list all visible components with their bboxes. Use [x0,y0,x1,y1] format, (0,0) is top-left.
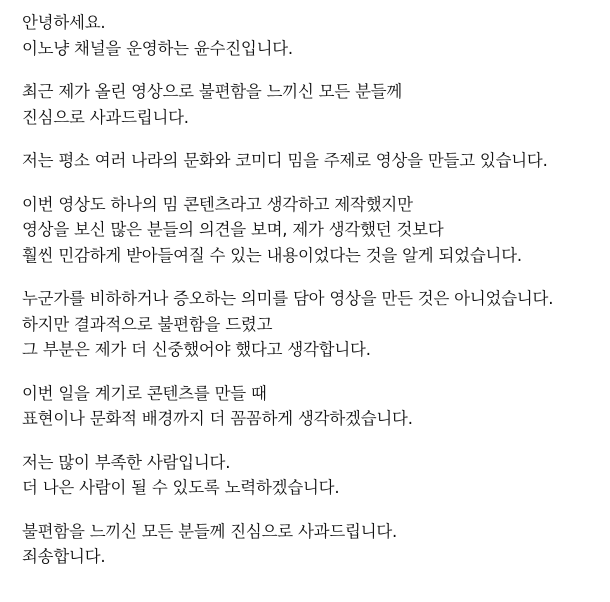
text-line: 표현이나 문화적 배경까지 더 꼼꼼하게 생각하겠습니다. [22,409,413,428]
paragraph-closing [22,519,608,570]
text-line: 누군가를 비하하거나 증오하는 의미를 담아 영상을 만든 것은 아니었습니다. [22,289,554,308]
paragraph-greeting [22,10,608,61]
text-line: 영상을 보신 많은 분들의 의견을 보며, 제가 생각했던 것보다 [22,220,444,239]
apology-letter [22,10,608,570]
text-line: 더 나은 사람이 될 수 있도록 노력하겠습니다. [22,478,340,497]
text-line: 이번 영상도 하나의 밈 콘텐츠라고 생각하고 제작했지만 [22,194,413,214]
text-line: 이노냥 채널을 운영하는 윤수진입니다. [22,38,293,58]
paragraph-self-reflection [22,450,608,501]
text-line: 최근 제가 올린 영상으로 불편함을 느끼신 모든 분들께 [22,82,403,101]
text-line: 그 부분은 제가 더 신중했어야 했다고 생각합니다. [22,340,371,359]
text-line: 하지만 결과적으로 불편함을 드렸고 [22,314,273,334]
paragraph-background [22,148,608,174]
paragraph-intent [22,286,608,363]
paragraph-commitment [22,381,608,432]
text-line: 저는 평소 여러 나라의 문화와 코미디 밈을 주제로 영상을 만들고 있습니다. [22,151,548,170]
text-line: 죄송합니다. [22,547,106,566]
text-line: 진심으로 사과드립니다. [22,107,189,127]
text-line: 안녕하세요. [22,13,106,32]
text-line: 이번 일을 계기로 콘텐츠를 만들 때 [22,383,267,403]
text-line: 저는 많이 부족한 사람입니다. [22,452,231,472]
paragraph-explanation [22,192,608,269]
text-line: 훨씬 민감하게 받아들여질 수 있는 내용이었다는 것을 알게 되었습니다. [22,245,522,265]
text-line: 불편함을 느끼신 모든 분들께 진심으로 사과드립니다. [22,521,398,541]
paragraph-apology [22,79,608,130]
